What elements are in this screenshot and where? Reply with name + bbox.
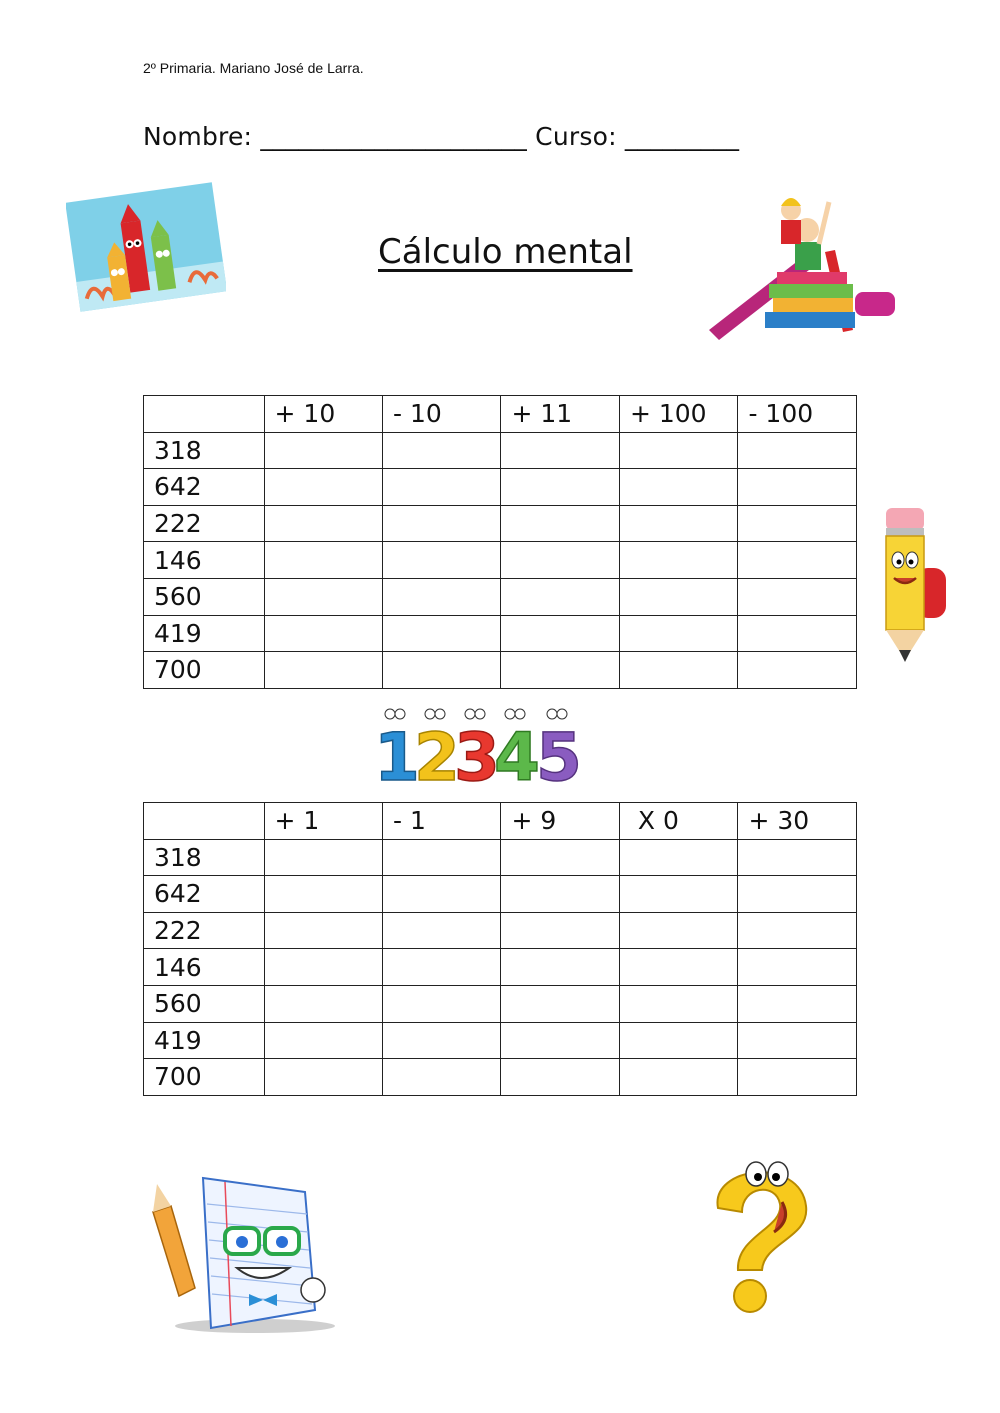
answer-cell[interactable] [501,542,619,579]
number-art: 3 [454,719,500,786]
table-row [144,949,857,986]
table-row [144,839,857,876]
answer-cell[interactable] [264,578,382,615]
answer-cell[interactable] [383,1059,501,1096]
answer-cell[interactable] [501,432,619,469]
answer-cell[interactable] [619,912,737,949]
row-number: 560 [144,578,265,615]
answer-cell[interactable] [264,469,382,506]
answer-cell[interactable] [501,985,619,1022]
answer-cell[interactable] [619,578,737,615]
answer-cell[interactable] [619,949,737,986]
number-art: 1 [374,719,420,786]
table-row [144,542,857,579]
table-header-cell: + 10 [264,396,382,433]
answer-cell[interactable] [383,432,501,469]
answer-cell[interactable] [619,652,737,689]
answer-cell[interactable] [383,652,501,689]
answer-cell[interactable] [738,876,857,913]
table-row [144,985,857,1022]
table-row [144,505,857,542]
answer-cell[interactable] [738,1059,857,1096]
table-header-cell: - 100 [738,396,857,433]
answer-cell[interactable] [383,839,501,876]
number-art: 4 [494,719,540,786]
row-number: 222 [144,505,265,542]
row-number: 146 [144,949,265,986]
table-row [144,652,857,689]
answer-cell[interactable] [501,578,619,615]
answer-cell[interactable] [264,615,382,652]
pencil-mascot-illustration [876,502,948,667]
answer-cell[interactable] [383,615,501,652]
number-art: 2 [414,719,460,786]
answer-cell[interactable] [383,985,501,1022]
answer-cell[interactable] [619,876,737,913]
calc-table-1 [143,395,857,689]
calc-table-2 [143,802,857,1096]
answer-cell[interactable] [264,839,382,876]
table-header-cell: + 30 [738,803,857,840]
answer-cell[interactable] [264,949,382,986]
row-number: 642 [144,876,265,913]
row-number: 146 [144,542,265,579]
answer-cell[interactable] [738,505,857,542]
table-header-cell: + 1 [264,803,382,840]
answer-cell[interactable] [383,542,501,579]
row-number: 700 [144,1059,265,1096]
row-number: 318 [144,839,265,876]
answer-cell[interactable] [264,542,382,579]
answer-cell[interactable] [501,615,619,652]
table-row [144,1059,857,1096]
row-number: 642 [144,469,265,506]
row-number: 222 [144,912,265,949]
table-header-cell [144,803,265,840]
answer-cell[interactable] [738,615,857,652]
answer-cell[interactable] [501,505,619,542]
answer-cell[interactable] [738,652,857,689]
row-number: 318 [144,432,265,469]
table-row [144,876,857,913]
question-mark-mascot-illustration [700,1152,820,1317]
table-row [144,615,857,652]
answer-cell[interactable] [738,912,857,949]
row-number: 419 [144,615,265,652]
answer-cell[interactable] [264,1059,382,1096]
name-blank[interactable]: _____________________ [260,122,528,151]
numbers-12345-illustration [370,702,592,786]
answer-cell[interactable] [501,1059,619,1096]
answer-cell[interactable] [738,469,857,506]
answer-cell[interactable] [501,876,619,913]
answer-cell[interactable] [501,1022,619,1059]
school-line: 2º Primaria. Mariano José de Larra. [143,60,364,76]
answer-cell[interactable] [619,1022,737,1059]
answer-cell[interactable] [264,432,382,469]
answer-cell[interactable] [264,985,382,1022]
name-label: Nombre: [143,122,253,151]
table-header-cell: + 9 [501,803,619,840]
table-header-cell: - 10 [383,396,501,433]
table-header-row [144,396,857,433]
answer-cell[interactable] [738,985,857,1022]
answer-cell[interactable] [619,1059,737,1096]
answer-cell[interactable] [501,469,619,506]
table-row [144,578,857,615]
name-course-line [143,122,739,151]
table-header-cell: X 0 [619,803,737,840]
answer-cell[interactable] [738,578,857,615]
table-header-cell: + 100 [619,396,737,433]
table-header-row [144,803,857,840]
answer-cell[interactable] [264,876,382,913]
row-number: 700 [144,652,265,689]
answer-cell[interactable] [738,839,857,876]
notebook-mascot-illustration [145,1170,345,1335]
answer-cell[interactable] [619,505,737,542]
answer-cell[interactable] [738,542,857,579]
answer-cell[interactable] [619,615,737,652]
number-art: 5 [536,719,582,786]
crayons-illustration [66,180,226,312]
answer-cell[interactable] [501,949,619,986]
answer-cell[interactable] [383,912,501,949]
answer-cell[interactable] [264,1022,382,1059]
answer-cell[interactable] [619,985,737,1022]
table-row [144,469,857,506]
answer-cell[interactable] [264,912,382,949]
answer-cell[interactable] [501,652,619,689]
answer-cell[interactable] [738,1022,857,1059]
answer-cell[interactable] [383,1022,501,1059]
answer-cell[interactable] [264,505,382,542]
kids-on-books-illustration [695,180,915,355]
answer-cell[interactable] [619,432,737,469]
answer-cell[interactable] [619,469,737,506]
table-row [144,432,857,469]
answer-cell[interactable] [501,912,619,949]
course-label: Curso: [535,122,617,151]
answer-cell[interactable] [383,469,501,506]
answer-cell[interactable] [738,949,857,986]
page-title: Cálculo mental [378,232,633,272]
answer-cell[interactable] [383,505,501,542]
answer-cell[interactable] [264,652,382,689]
answer-cell[interactable] [383,578,501,615]
table-header-cell [144,396,265,433]
table-row [144,1022,857,1059]
row-number: 419 [144,1022,265,1059]
table-header-cell: - 1 [383,803,501,840]
answer-cell[interactable] [619,839,737,876]
course-blank[interactable]: _________ [624,122,740,151]
table-row [144,912,857,949]
table-header-cell: + 11 [501,396,619,433]
answer-cell[interactable] [383,876,501,913]
answer-cell[interactable] [738,432,857,469]
answer-cell[interactable] [383,949,501,986]
answer-cell[interactable] [619,542,737,579]
answer-cell[interactable] [501,839,619,876]
row-number: 560 [144,985,265,1022]
